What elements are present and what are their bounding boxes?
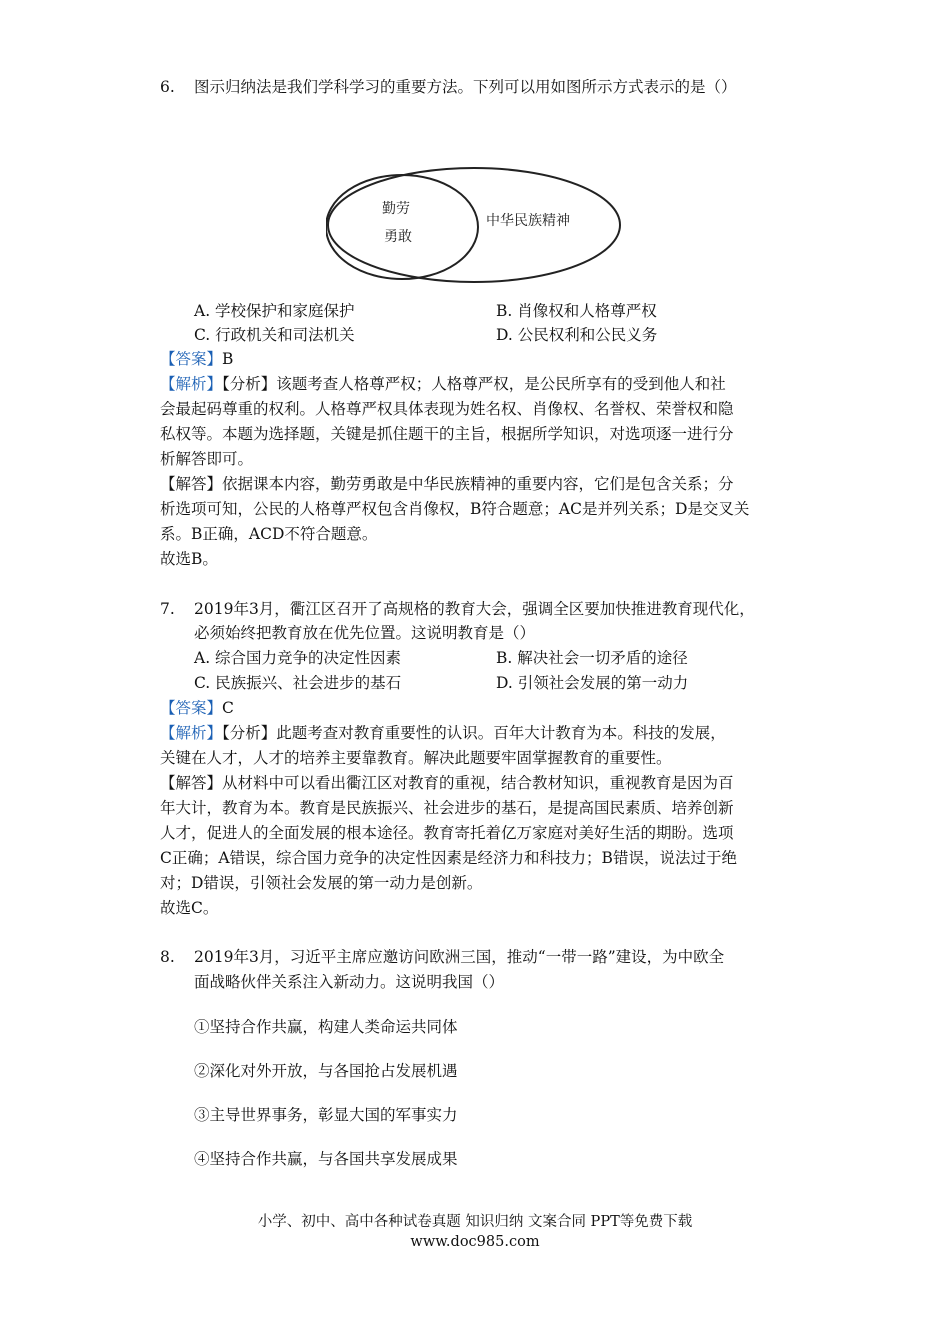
list-item: ①坚持合作共赢，构建人类命运共同体 xyxy=(194,1018,458,1036)
option-d: D. 公民权利和公民义务 xyxy=(496,326,658,344)
inner-ellipse xyxy=(326,175,478,279)
solution-text: 【解答】从材料中可以看出衢江区对教育的重视，结合教材知识，重视教育是因为百 xyxy=(160,774,734,792)
analysis-line xyxy=(160,722,726,744)
question-stem: 2019年3月，习近平主席应邀访问欧洲三国，推动“一带一路”建设，为中欧全 xyxy=(194,948,725,966)
question-stem: 图示归纳法是我们学科学习的重要方法。下列可以用如图所示方式表示的是（） xyxy=(194,78,737,96)
list-item: ③主导世界事务，彰显大国的军事实力 xyxy=(194,1106,458,1124)
footer-text: 小学、初中、高中各种试卷真题 知识归纳 文案合同 PPT等免费下载 xyxy=(257,1214,693,1230)
option-b: B. 解决社会一切矛盾的途径 xyxy=(496,649,688,667)
question-stem: 面战略伙伴关系注入新动力。这说明我国（） xyxy=(194,973,505,991)
analysis-text: 会最起码尊重的权利。人格尊严权具体表现为姓名权、肖像权、名誉权、荣誉权和隐 xyxy=(160,400,734,418)
analysis-line xyxy=(160,373,726,395)
question-number: 8. xyxy=(160,948,175,966)
analysis-text: 析解答即可。 xyxy=(160,450,254,468)
outer-ellipse xyxy=(328,168,620,282)
solution-text: 年大计，教育为本。教育是民族振兴、社会进步的基石，是提高国民素质、培养创新 xyxy=(160,799,734,817)
option-a: A. 学校保护和家庭保护 xyxy=(194,302,355,320)
analysis-text: 【分析】该题考查人格尊严权；人格尊严权，是公民所享有的受到他人和社 xyxy=(222,375,726,393)
option-c: C. 行政机关和司法机关 xyxy=(194,326,355,344)
answer-line xyxy=(160,348,233,370)
question-number: 6. xyxy=(160,78,175,96)
option-a: A. 综合国力竞争的决定性因素 xyxy=(194,649,402,667)
question-number: 7. xyxy=(160,600,175,618)
analysis-text: 关键在人才，人才的培养主要靠教育。解决此题要牢固掌握教育的重要性。 xyxy=(160,749,672,767)
solution-text: 对；D错误，引领社会发展的第一动力是创新。 xyxy=(160,874,483,892)
option-d: D. 引领社会发展的第一动力 xyxy=(496,674,689,692)
analysis-tag: 【解析】 xyxy=(160,375,223,393)
solution-text: 析选项可知，公民的人格尊严权包含肖像权，B符合题意；AC是并列关系；D是交叉关 xyxy=(160,500,750,518)
inner-label-1: 勤劳 xyxy=(382,201,410,217)
answer-value: B xyxy=(222,350,234,368)
list-item: ②深化对外开放，与各国抢占发展机遇 xyxy=(194,1062,458,1080)
analysis-text: 【分析】此题考查对教育重要性的认识。百年大计教育为本。科技的发展， xyxy=(222,724,726,742)
answer-tag: 【答案】 xyxy=(160,350,223,368)
solution-text: 【解答】依据课本内容，勤劳勇敢是中华民族精神的重要内容，它们是包含关系；分 xyxy=(160,475,734,493)
analysis-text: 私权等。本题为选择题，关键是抓住题干的主旨，根据所学知识，对选项逐一进行分 xyxy=(160,425,734,443)
conclusion: 故选B。 xyxy=(160,550,218,568)
inner-label-2: 勇敢 xyxy=(384,229,412,245)
conclusion: 故选C。 xyxy=(160,899,219,917)
answer-value: C xyxy=(222,699,234,717)
option-c: C. 民族振兴、社会进步的基石 xyxy=(194,674,402,692)
question-stem: 必须始终把教育放在优先位置。这说明教育是（） xyxy=(194,624,536,642)
option-b: B. 肖像权和人格尊严权 xyxy=(496,302,657,320)
outer-label: 中华民族精神 xyxy=(486,213,570,229)
question-stem: 2019年3月，衢江区召开了高规格的教育大会，强调全区要加快推进教育现代化， xyxy=(194,600,755,618)
answer-line xyxy=(160,697,234,719)
list-item: ④坚持合作共赢，与各国共享发展成果 xyxy=(194,1150,458,1168)
solution-text: 系。B正确，ACD不符合题意。 xyxy=(160,525,378,543)
answer-tag: 【答案】 xyxy=(160,699,223,717)
footer-link[interactable]: www.doc985.com xyxy=(410,1234,540,1250)
solution-text: 人才，促进人的全面发展的根本途径。教育寄托着亿万家庭对美好生活的期盼。选项 xyxy=(160,824,734,842)
analysis-tag: 【解析】 xyxy=(160,724,223,742)
solution-text: C正确；A错误，综合国力竞争的决定性因素是经济力和科技力；B错误，说法过于绝 xyxy=(160,849,737,867)
concept-diagram xyxy=(326,165,626,285)
